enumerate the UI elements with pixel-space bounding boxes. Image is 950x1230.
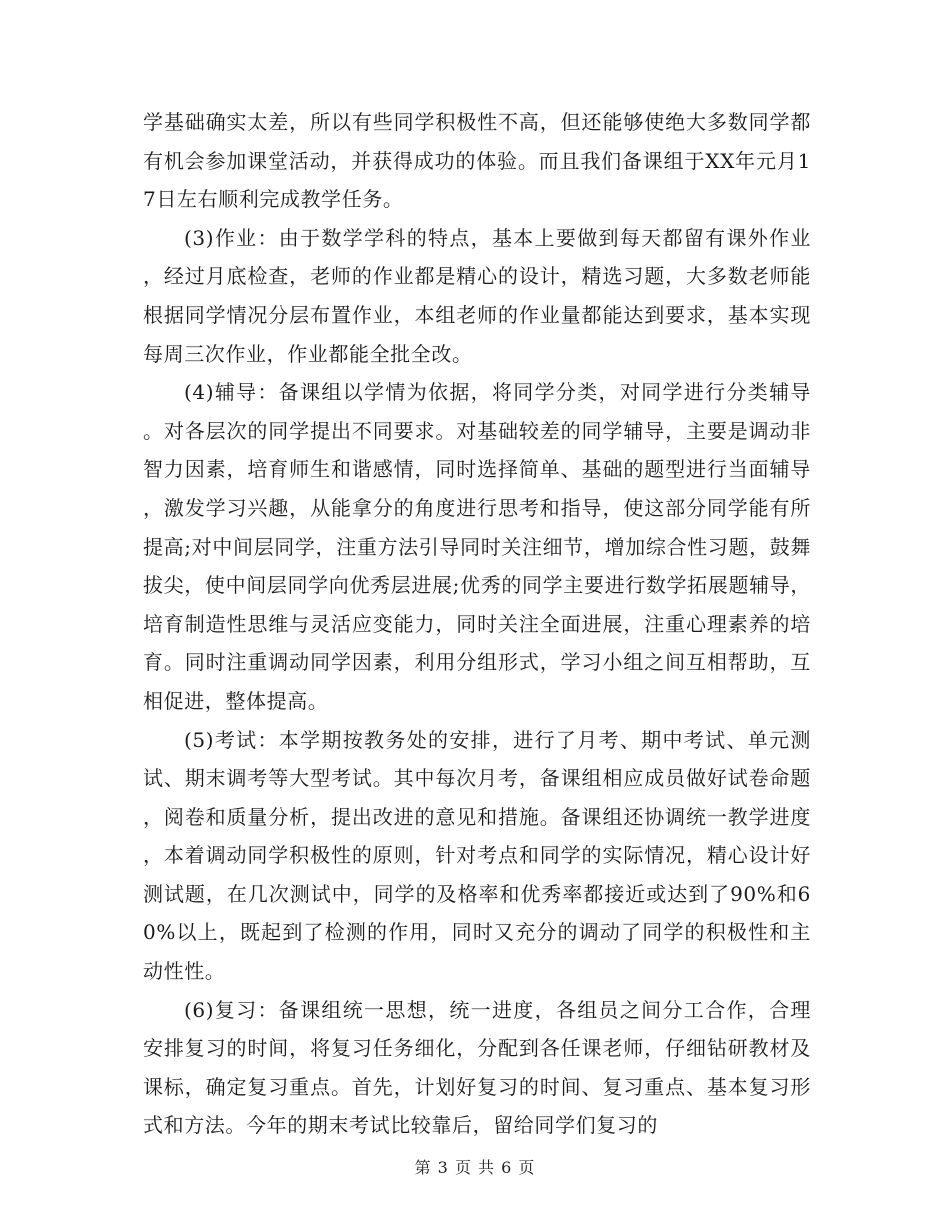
paragraph-review: (6)复习：备课组统一思想，统一进度，各组员之间分工合作，合理安排复习的时间，将复习任务细化，分配到各任课老师，仔细钻研教材及课标，确定复习重点。首先，计划好复习的时间、复习重点、基本复习形式和方法。今年的期末考试比较靠后，留给同学们复习的 (143, 997, 811, 1138)
page-footer (0, 1155, 950, 1178)
document-body (143, 103, 811, 1145)
page-number-label: 第 3 页 共 6 页 (414, 1158, 536, 1177)
paragraph-exams: (5)考试：本学期按教务处的安排，进行了月考、期中考试、单元测试、期末调考等大型考试。其中每次月考，备课组相应成员做好试卷命题，阅卷和质量分析，提出改进的意见和措施。备课组还协调统一教学进度，本着调动同学积极性的原则，针对考点和同学的实际情况，精心设计好测试题，在几次测试中，同学的及格率和优秀率都接近或达到了90%和60%以上，既起到了检测的作用，同时又充分的调动了同学的积极性和主动性性。 (143, 727, 811, 984)
paragraph-homework: (3)作业：由于数学学科的特点，基本上要做到每天都留有课外作业，经过月底检查，老师的作业都是精心的设计，精选习题，大多数老师能根据同学情况分层布置作业，本组老师的作业量都能达到要求，基本实现每周三次作业，作业都能全批全改。 (143, 225, 811, 366)
paragraph-continuation: 学基础确实太差，所以有些同学积极性不高，但还能够使绝大多数同学都有机会参加课堂活动，并获得成功的体验。而且我们备课组于XX年元月17日左右顺利完成教学任务。 (143, 110, 811, 212)
paragraph-tutoring: (4)辅导：备课组以学情为依据，将同学分类，对同学进行分类辅导。对各层次的同学提出不同要求。对基础较差的同学辅导，主要是调动非智力因素，培育师生和谐感情，同时选择简单、基础的题型进行当面辅导，激发学习兴趣，从能拿分的角度进行思考和指导，使这部分同学能有所提高;对中间层同学，注重方法引导同时关注细节，增加综合性习题，鼓舞拔尖，使中间层同学向优秀层进展;优秀的同学主要进行数学拓展题辅导，培育制造性思维与灵活应变能力，同时关注全面进展，注重心理素养的培育。同时注重调动同学因素，利用分组形式，学习小组之间互相帮助，互相促进，整体提高。 (143, 380, 811, 713)
